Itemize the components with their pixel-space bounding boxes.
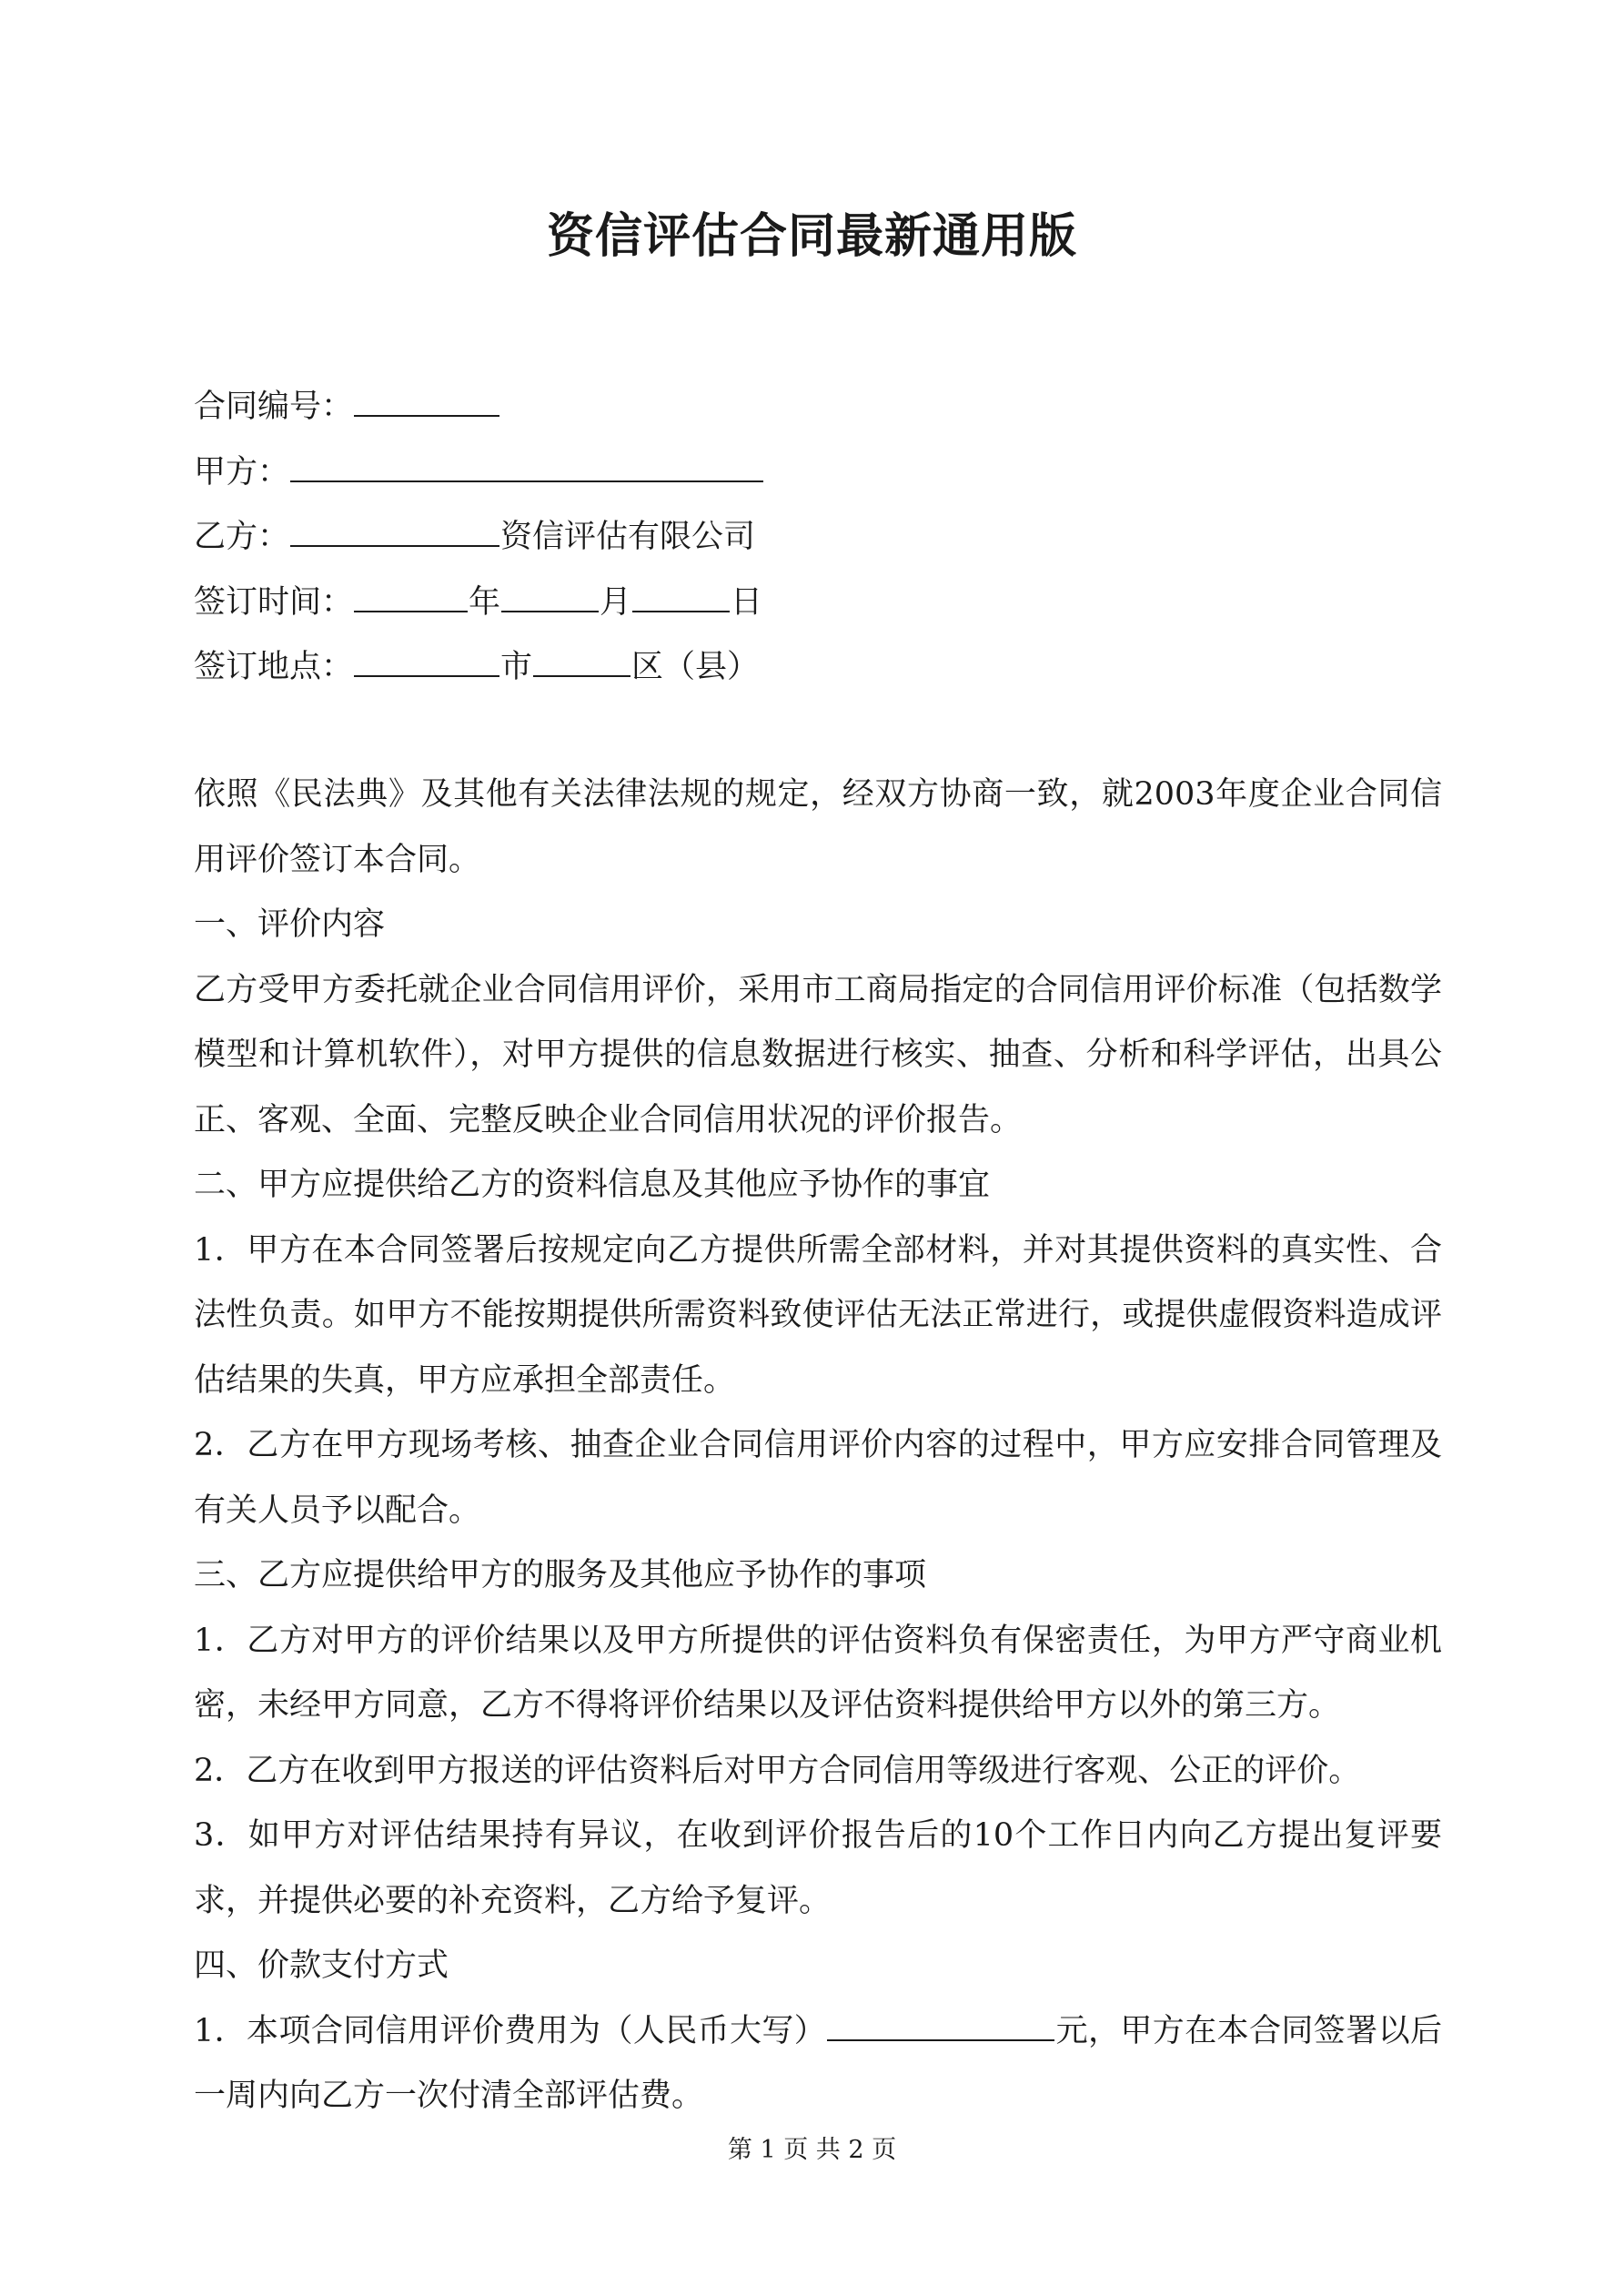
party-b-line <box>194 505 1442 571</box>
section-4-heading: 四、价款支付方式 <box>194 1947 449 1984</box>
sign-place-line <box>194 635 1442 701</box>
section-3-heading: 三、乙方应提供给甲方的服务及其他应予协作的事项 <box>194 1557 927 1593</box>
document-title: 资信评估合同最新通用版 <box>546 208 1077 264</box>
party-b-blank <box>290 512 499 547</box>
city-blank <box>354 642 499 677</box>
day-label: 日 <box>731 583 763 621</box>
month-blank <box>501 578 599 612</box>
payment-amount-blank <box>827 2007 1054 2041</box>
party-b-suffix: 资信评估有限公司 <box>500 519 756 555</box>
section-2-heading: 二、甲方应提供给乙方的资料信息及其他应予协作的事宜 <box>194 1167 991 1203</box>
district-blank <box>533 642 630 677</box>
section-4-clause-1 <box>194 1999 1442 2129</box>
sign-place-label: 签订地点： <box>194 649 354 685</box>
contract-meta <box>194 375 1442 701</box>
page-footer: 第 1 页 共 2 页 <box>727 2136 897 2164</box>
section-1-heading: 一、评价内容 <box>194 906 386 943</box>
section-3-clause-3: 3．如甲方对评估结果持有异议，在收到评价报告后的10个工作日内向乙方提出复评要求，并提供必要的补充资料，乙方给予复评。 <box>194 1817 1442 1919</box>
section-3-clause-2: 2．乙方在收到甲方报送的评估资料后对甲方合同信用等级进行客观、公正的评价。 <box>194 1752 1361 1789</box>
year-label: 年 <box>469 583 501 621</box>
party-a-line <box>194 440 1442 506</box>
section-1-paragraph: 乙方受甲方委托就企业合同信用评价，采用市工商局指定的合同信用评价标准（包括数学模型和计算机软件），对甲方提供的信息数据进行核实、抽查、分析和科学评估，出具公正、客观、全面、完整反映企业合同信用状况的评价报告。 <box>194 971 1442 1138</box>
contract-number-blank <box>354 382 499 417</box>
contract-body <box>194 763 1442 2129</box>
section-3-clause-1: 1．乙方对甲方的评价结果以及甲方所提供的评估资料负有保密责任，为甲方严守商业机密，未经甲方同意，乙方不得将评价结果以及评估资料提供给甲方以外的第三方。 <box>194 1622 1442 1724</box>
payment-suffix: 元，甲方在本合同签署以后一周内向乙方一次付清全部评估费。 <box>194 2012 1442 2114</box>
sign-time-line <box>194 571 1442 636</box>
contract-number-label: 合同编号： <box>194 389 354 425</box>
day-blank <box>632 578 730 612</box>
sign-time-label: 签订时间： <box>194 583 354 621</box>
year-blank <box>354 578 468 612</box>
district-label: 区（县） <box>631 649 760 685</box>
preamble-paragraph: 依照《民法典》及其他有关法律法规的规定，经双方协商一致，就2003年度企业合同信用评价签订本合同。 <box>194 776 1442 878</box>
payment-prefix: 1．本项合同信用评价费用为（人民币大写） <box>194 2012 827 2049</box>
city-label: 市 <box>500 649 533 685</box>
party-a-blank <box>290 448 763 482</box>
contract-number-line <box>194 375 1442 440</box>
section-2-clause-2: 2．乙方在甲方现场考核、抽查企业合同信用评价内容的过程中，甲方应安排合同管理及有关人员予以配合。 <box>194 1427 1442 1529</box>
month-label: 月 <box>600 583 632 621</box>
section-2-clause-1: 1．甲方在本合同签署后按规定向乙方提供所需全部材料，并对其提供资料的真实性、合法性负责。如甲方不能按期提供所需资料致使评估无法正常进行，或提供虚假资料造成评估结果的失真，甲方应承担全部责任。 <box>194 1231 1442 1399</box>
party-b-label: 乙方： <box>194 519 290 555</box>
party-a-label: 甲方： <box>194 453 290 491</box>
